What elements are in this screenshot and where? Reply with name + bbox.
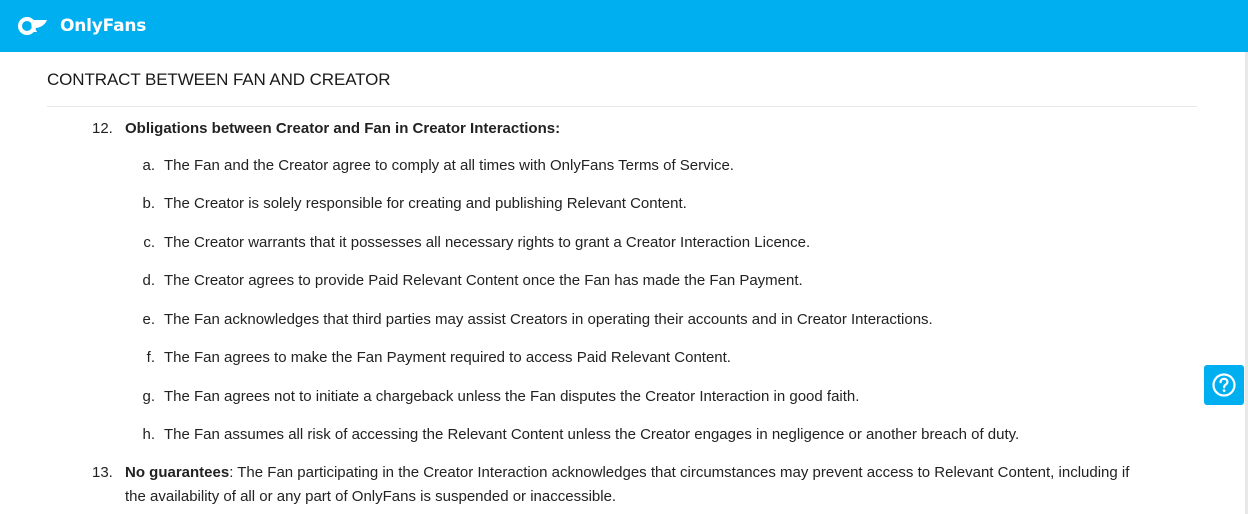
list-item-text: The Fan agrees not to initiate a chargeback unless the Fan disputes the Creator Interaction in good faith. (164, 388, 860, 405)
list-item-letter: f. (146, 349, 155, 366)
clause-number: 12. (92, 120, 113, 137)
clause-12 (92, 117, 1192, 141)
title-divider (47, 106, 1197, 107)
clause-number: 13. (92, 464, 113, 481)
help-button[interactable] (1204, 365, 1244, 405)
clause-13 (92, 461, 1192, 509)
clause-text: : The Fan participating in the Creator Interaction acknowledges that circumstances may prevent access to Relevant Content, including if (229, 464, 1130, 481)
list-item-text: The Fan assumes all risk of accessing the Relevant Content unless the Creator engages in negligence or another breach of duty. (164, 426, 1020, 443)
list-item-letter: g. (142, 388, 155, 405)
onlyfans-logo[interactable] (18, 16, 146, 36)
list-item-letter: c. (143, 234, 155, 251)
list-item-text: The Fan acknowledges that third parties may assist Creators in operating their accounts and in Creator Interactions. (164, 311, 933, 328)
list-item-letter: e. (142, 311, 155, 328)
clause-text-continued: the availability of all or any part of OnlyFans is suspended or inaccessible. (125, 488, 617, 505)
list-item-text: The Fan agrees to make the Fan Payment required to access Paid Relevant Content. (164, 349, 731, 366)
list-item-letter: b. (142, 195, 155, 212)
list-item-letter: h. (142, 426, 155, 443)
page-title: CONTRACT BETWEEN FAN AND CREATOR (47, 70, 391, 89)
list-item-text: The Creator is solely responsible for creating and publishing Relevant Content. (164, 195, 687, 212)
top-header (0, 0, 1248, 52)
help-question-icon (1211, 372, 1237, 398)
brand-name: OnlyFans (60, 16, 147, 36)
onlyfans-logo-icon (18, 17, 48, 35)
list-item-text: The Fan and the Creator agree to comply at all times with OnlyFans Terms of Service. (164, 157, 734, 174)
clause-line (125, 461, 1129, 485)
clause-heading: Obligations between Creator and Fan in Creator Interactions: (125, 120, 561, 137)
list-item-letter: a. (142, 157, 155, 174)
clause-heading: No guarantees (125, 464, 230, 481)
list-item-text: The Creator agrees to provide Paid Relevant Content once the Fan has made the Fan Payment. (164, 272, 803, 289)
list-item-text: The Creator warrants that it possesses all necessary rights to grant a Creator Interaction Licence. (164, 234, 811, 251)
list-item-letter: d. (142, 272, 155, 289)
